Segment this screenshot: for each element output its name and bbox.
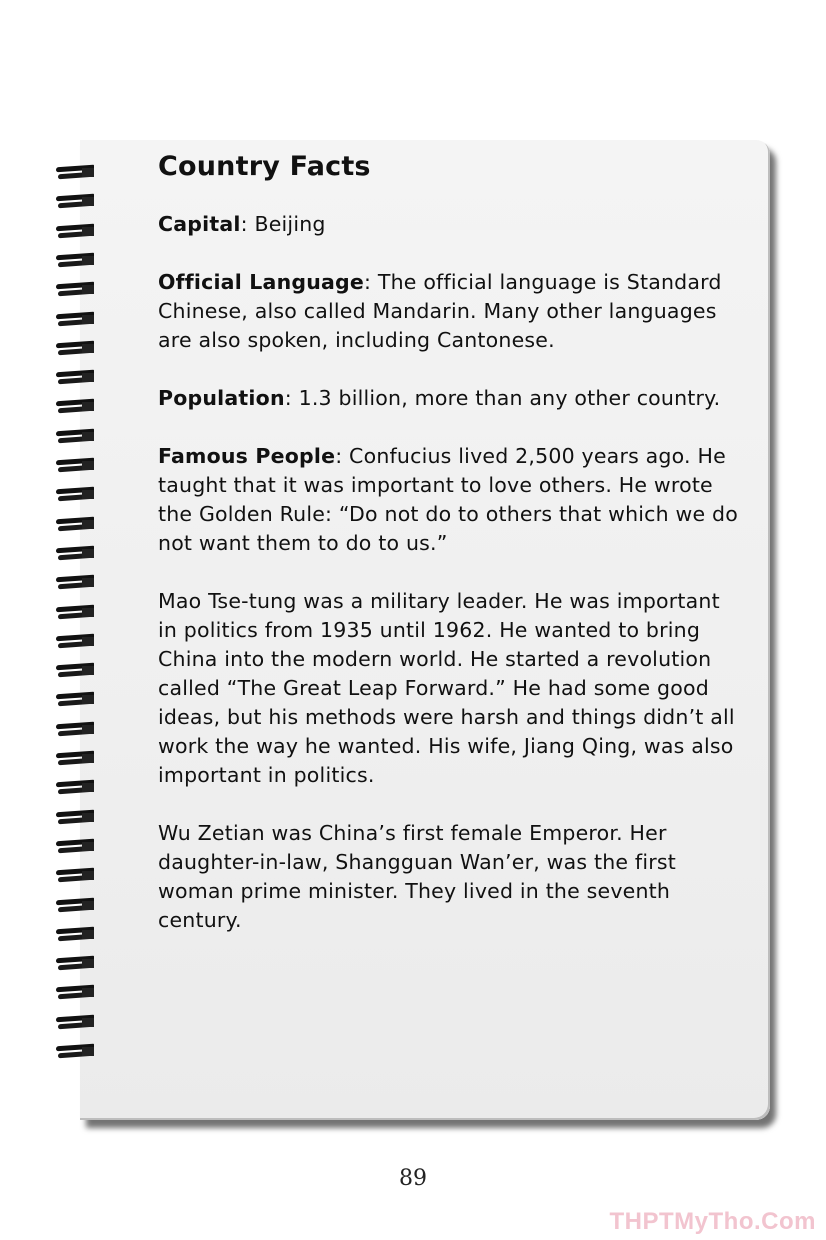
famous-people-fact xyxy=(158,442,738,558)
spiral-coil xyxy=(54,664,98,677)
language-fact xyxy=(158,268,738,355)
spiral-coil xyxy=(54,986,98,999)
capital-label: Capital xyxy=(158,212,241,236)
spiral-coil xyxy=(54,811,98,824)
spiral-coil xyxy=(54,752,98,765)
capital-text: : Beijing xyxy=(240,212,326,236)
spiral-coil xyxy=(54,693,98,706)
population-fact xyxy=(158,384,738,413)
mao-paragraph: Mao Tse-tung was a military leader. He was important in politics from 1935 until 1962. He wanted to bring China into the modern world. He started a revolution called “The Great Leap Forward.” He had some good ideas, but his methods were harsh and things didn’t all work the way he wanted. His wife, Jiang Qing, was also important in politics. xyxy=(158,589,735,787)
spiral-coil xyxy=(54,225,98,238)
page-number: 89 xyxy=(399,1166,427,1191)
capital-fact xyxy=(158,210,738,239)
wu-paragraph: Wu Zetian was China’s first female Emperor. Her daughter-in-law, Shangguan Wan’er, was the first woman prime minister. They lived in the seventh century. xyxy=(158,821,676,932)
spiral-coil xyxy=(54,488,98,501)
spiral-coil xyxy=(54,1045,98,1058)
spiral-coil xyxy=(54,957,98,970)
spiral-coil xyxy=(54,899,98,912)
page-title: Country Facts xyxy=(158,151,371,182)
spiral-coil xyxy=(54,430,98,443)
spiral-coil xyxy=(54,459,98,472)
spiral-coil xyxy=(54,576,98,589)
spiral-coil xyxy=(54,723,98,736)
spiral-coil xyxy=(54,371,98,384)
famous-people-text: : Confucius lived 2,500 years ago. He taught that it was important to love others. He wrote the Golden Rule: “Do not do to others that which we do not want them to do to us.” xyxy=(158,444,738,555)
population-label: Population xyxy=(158,386,285,410)
spiral-coil xyxy=(54,635,98,648)
spiral-coil xyxy=(54,313,98,326)
spiral-coil xyxy=(54,1016,98,1029)
population-text: : 1.3 billion, more than any other country. xyxy=(284,386,721,410)
language-label: Official Language xyxy=(158,270,365,294)
spiral-coil xyxy=(54,283,98,296)
page-content xyxy=(158,150,738,964)
spiral-coil xyxy=(54,166,98,179)
spiral-coil xyxy=(54,928,98,941)
spiral-coil xyxy=(54,840,98,853)
spiral-binding xyxy=(54,160,100,1090)
spiral-coil xyxy=(54,869,98,882)
spiral-coil xyxy=(54,781,98,794)
spiral-coil xyxy=(54,547,98,560)
spiral-coil xyxy=(54,400,98,413)
famous-people-label: Famous People xyxy=(158,444,336,468)
language-text: : The official language is Standard Chinese, also called Mandarin. Many other languages are also spoken, including Cantonese. xyxy=(158,270,722,352)
spiral-coil xyxy=(54,254,98,267)
spiral-coil xyxy=(54,342,98,355)
watermark: THPTMyTho.Com xyxy=(609,1208,816,1235)
spiral-coil xyxy=(54,606,98,619)
spiral-coil xyxy=(54,518,98,531)
spiral-coil xyxy=(54,195,98,208)
